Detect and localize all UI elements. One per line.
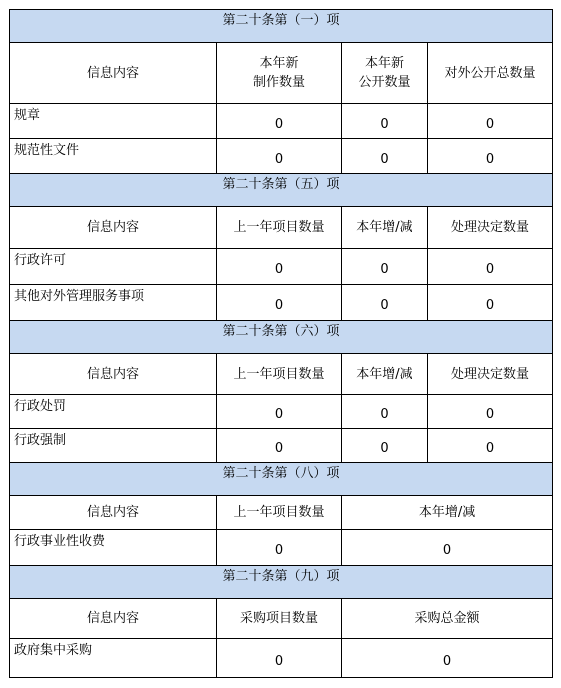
col-header-prev-year-count: 上一年项目数量 xyxy=(217,496,342,530)
col-header-purchase-amount: 采购总金额 xyxy=(342,599,553,639)
col-header-decision-count: 处理决定数量 xyxy=(428,354,553,395)
section-title: 第二十条第（五）项 xyxy=(10,174,553,207)
cell-value: 0 xyxy=(428,104,553,139)
section-header-row xyxy=(10,321,553,354)
row-label: 规章 xyxy=(10,104,217,139)
table-row xyxy=(10,530,553,566)
cell-value: 0 xyxy=(217,139,342,174)
section-header-row xyxy=(10,10,553,43)
table-row xyxy=(10,639,553,678)
col-header-prev-year-count: 上一年项目数量 xyxy=(217,354,342,395)
col-header-prev-year-count: 上一年项目数量 xyxy=(217,207,342,249)
cell-value: 0 xyxy=(342,104,428,139)
section-header-row xyxy=(10,463,553,496)
cell-value: 0 xyxy=(217,395,342,429)
cell-value: 0 xyxy=(217,285,342,321)
cell-value: 0 xyxy=(428,139,553,174)
section-header-row xyxy=(10,174,553,207)
table-row xyxy=(10,285,553,321)
cell-value: 0 xyxy=(217,249,342,285)
col-header-line: 本年新 xyxy=(259,56,299,71)
col-header-produced-count xyxy=(217,43,342,104)
column-header-row xyxy=(10,354,553,395)
cell-value: 0 xyxy=(342,429,428,463)
col-header-published-count xyxy=(342,43,428,104)
cell-value: 0 xyxy=(342,285,428,321)
cell-value: 0 xyxy=(342,395,428,429)
section-title: 第二十条第（八）项 xyxy=(10,463,553,496)
cell-value: 0 xyxy=(428,395,553,429)
col-header-info-content: 信息内容 xyxy=(10,43,217,104)
col-header-change: 本年增/减 xyxy=(342,496,553,530)
col-header-decision-count: 处理决定数量 xyxy=(428,207,553,249)
cell-value: 0 xyxy=(342,639,553,678)
section-title: 第二十条第（一）项 xyxy=(10,10,553,43)
cell-value: 0 xyxy=(342,249,428,285)
cell-value: 0 xyxy=(428,249,553,285)
cell-value: 0 xyxy=(342,530,553,566)
row-label: 政府集中采购 xyxy=(10,639,217,678)
cell-value: 0 xyxy=(217,530,342,566)
col-header-line: 公开数量 xyxy=(358,75,411,90)
table-row xyxy=(10,429,553,463)
column-header-row xyxy=(10,496,553,530)
row-label: 规范性文件 xyxy=(10,139,217,174)
cell-value: 0 xyxy=(342,139,428,174)
column-header-row xyxy=(10,207,553,249)
column-header-row xyxy=(10,43,553,104)
section-title: 第二十条第（九）项 xyxy=(10,566,553,599)
col-header-purchase-count: 采购项目数量 xyxy=(217,599,342,639)
row-label: 其他对外管理服务事项 xyxy=(10,285,217,321)
col-header-change: 本年增/减 xyxy=(342,207,428,249)
col-header-line: 本年新 xyxy=(364,56,404,71)
cell-value: 0 xyxy=(217,429,342,463)
cell-value: 0 xyxy=(428,429,553,463)
table-row xyxy=(10,395,553,429)
row-label: 行政处罚 xyxy=(10,395,217,429)
col-header-total-count: 对外公开总数量 xyxy=(428,43,553,104)
table-row xyxy=(10,139,553,174)
section-header-row xyxy=(10,566,553,599)
row-label: 行政许可 xyxy=(10,249,217,285)
col-header-info-content: 信息内容 xyxy=(10,599,217,639)
col-header-info-content: 信息内容 xyxy=(10,496,217,530)
row-label: 行政事业性收费 xyxy=(10,530,217,566)
cell-value: 0 xyxy=(217,104,342,139)
table-row xyxy=(10,104,553,139)
cell-value: 0 xyxy=(428,285,553,321)
government-info-disclosure-table xyxy=(9,9,553,678)
cell-value: 0 xyxy=(217,639,342,678)
col-header-line: 制作数量 xyxy=(252,75,305,90)
col-header-change: 本年增/减 xyxy=(342,354,428,395)
section-title: 第二十条第（六）项 xyxy=(10,321,553,354)
column-header-row xyxy=(10,599,553,639)
row-label: 行政强制 xyxy=(10,429,217,463)
col-header-info-content: 信息内容 xyxy=(10,354,217,395)
col-header-info-content: 信息内容 xyxy=(10,207,217,249)
table-row xyxy=(10,249,553,285)
